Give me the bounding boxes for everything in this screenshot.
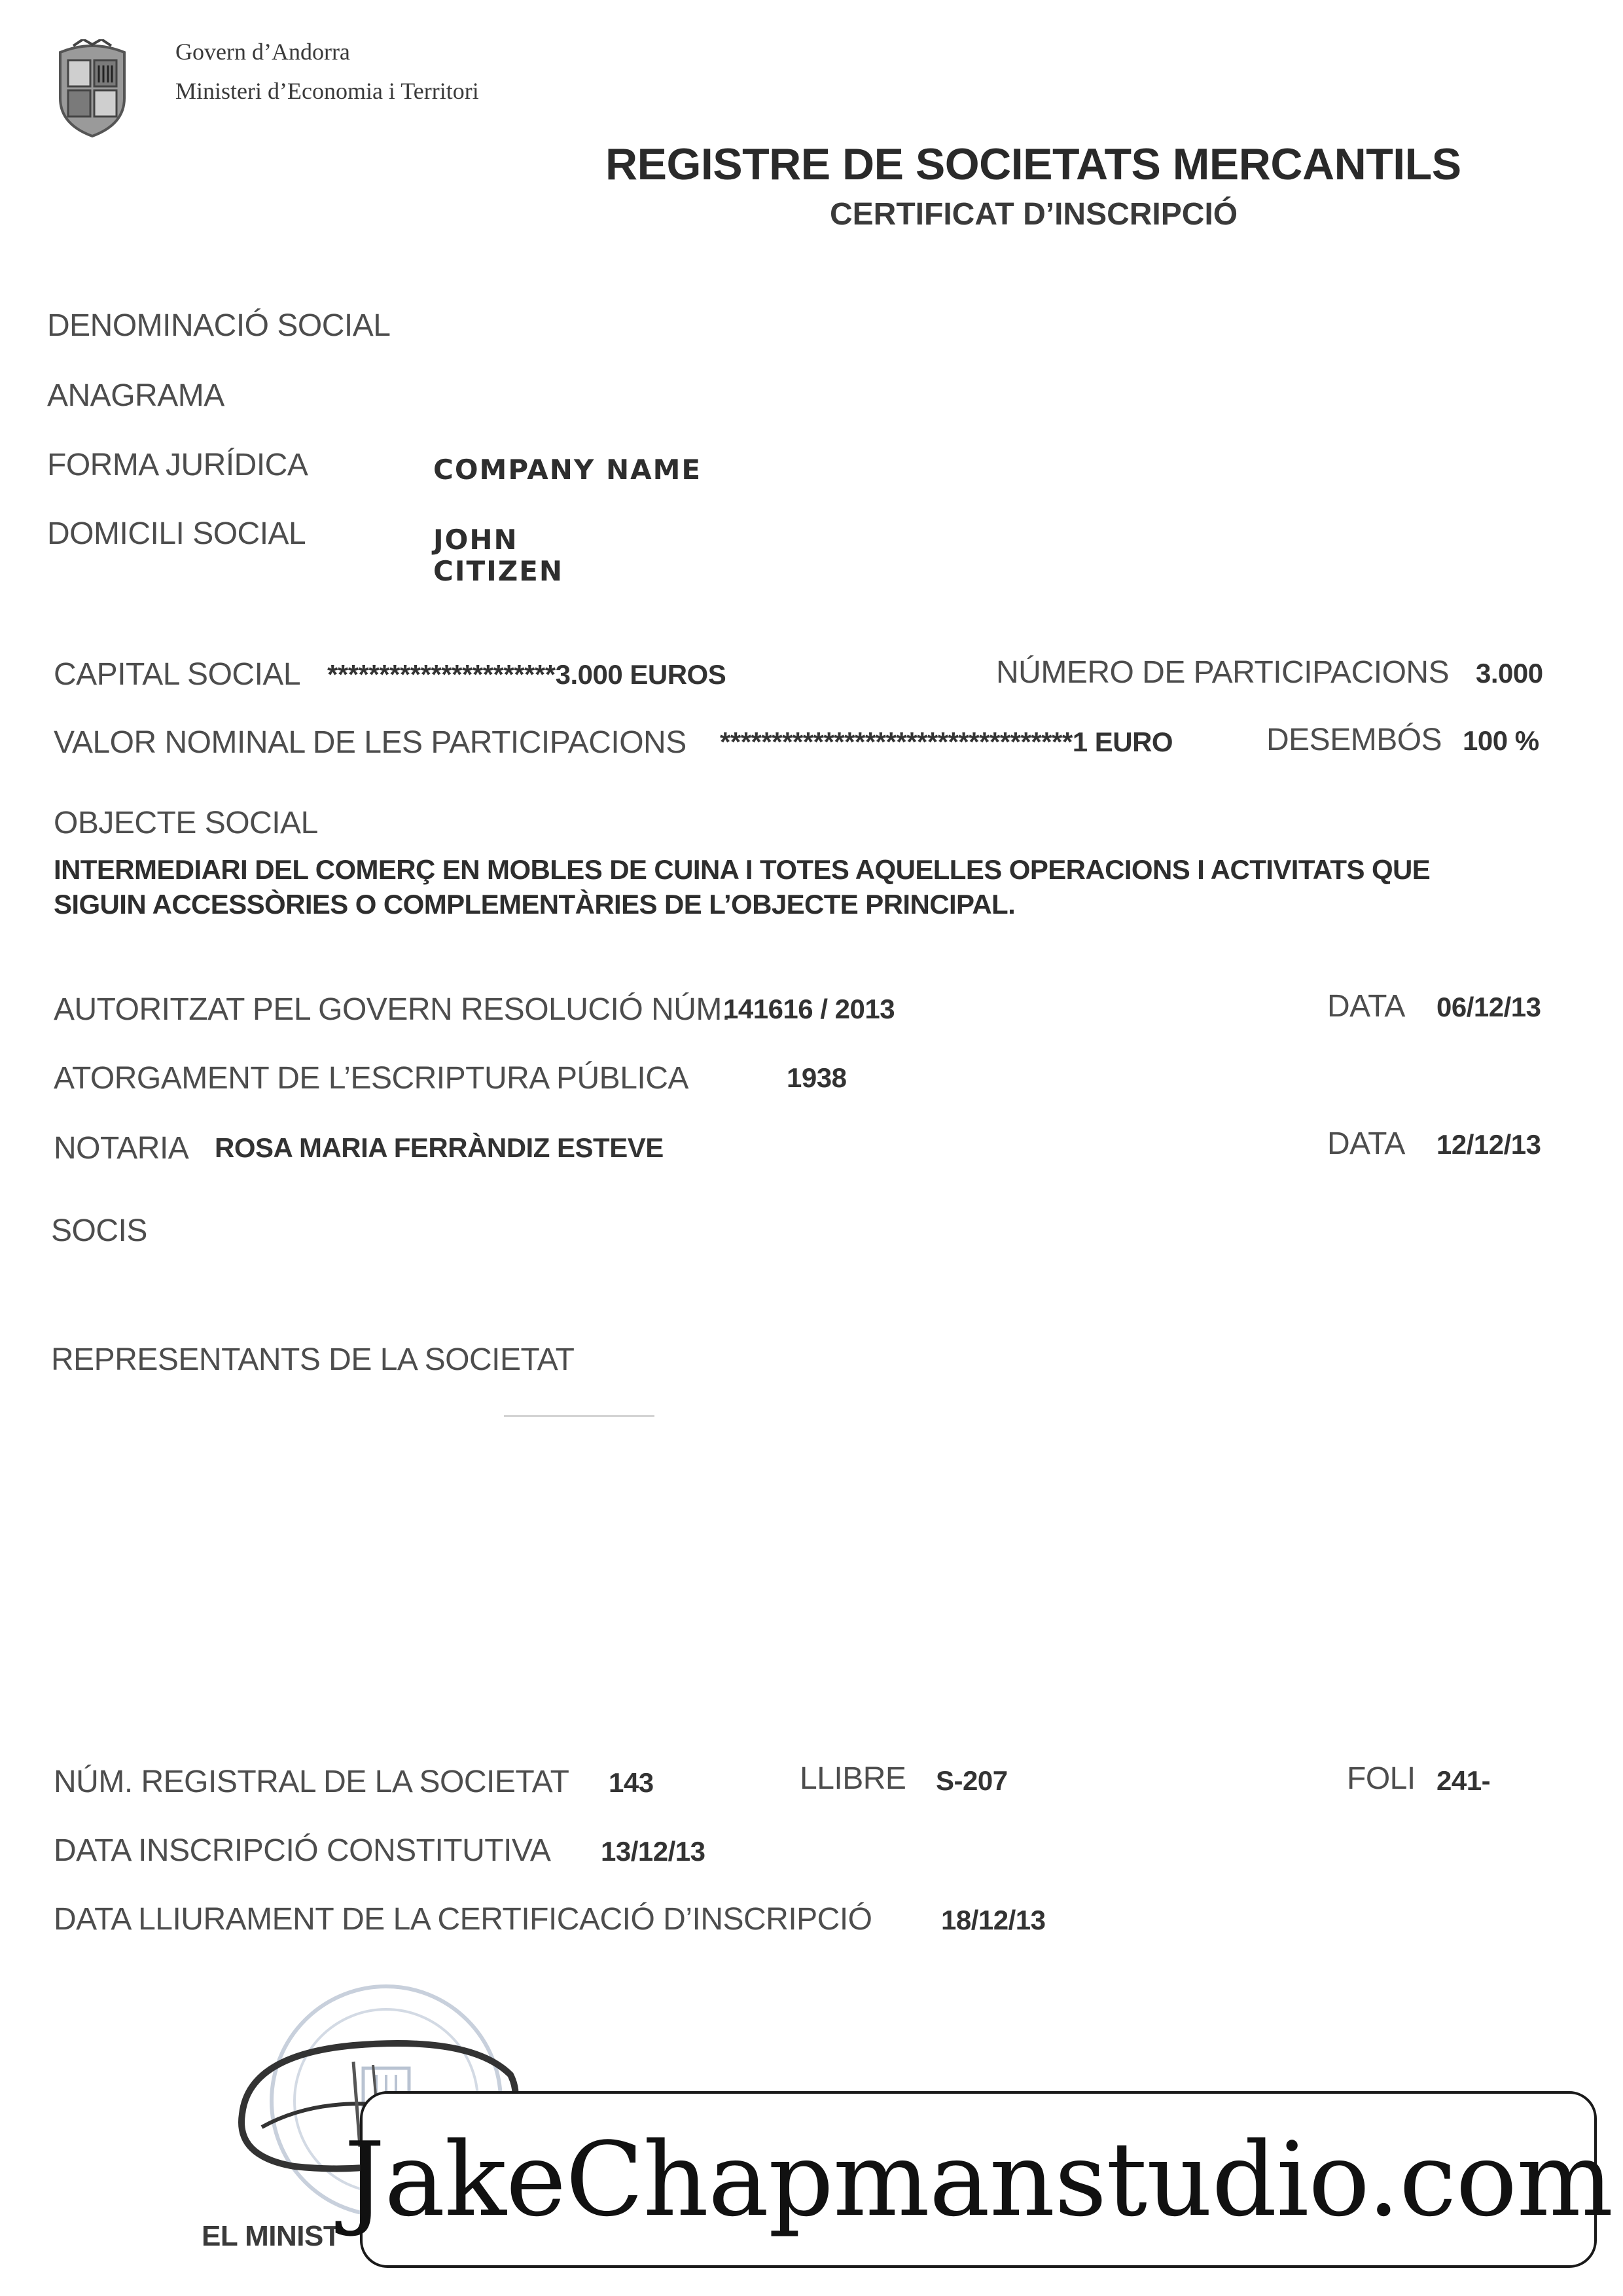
capital-label: CAPITAL SOCIAL bbox=[54, 657, 301, 692]
data-lliurament-value: 18/12/13 bbox=[941, 1905, 1046, 1935]
signatory-title: EL MINIST bbox=[202, 2220, 341, 2252]
desembos-label: DESEMBÓS bbox=[1266, 723, 1442, 757]
socis-label: SOCIS bbox=[51, 1213, 147, 1248]
data-resolucio-label: DATA bbox=[1327, 989, 1405, 1024]
num-registral-value: 143 bbox=[609, 1767, 654, 1798]
data-inscripcio-label: DATA INSCRIPCIÓ CONSTITUTIVA bbox=[54, 1833, 551, 1868]
andorra-coat-of-arms-icon bbox=[54, 39, 131, 137]
atorgament-value: 1938 bbox=[787, 1062, 847, 1093]
foli-label: FOLI bbox=[1347, 1761, 1416, 1796]
document-title: REGISTRE DE SOCIETATS MERCANTILS bbox=[605, 139, 1461, 189]
llibre-label: LLIBRE bbox=[800, 1761, 906, 1796]
notaria-value: ROSA MARIA FERRÀNDIZ ESTEVE bbox=[215, 1132, 664, 1163]
ministry-name: Ministeri d’Economia i Territori bbox=[175, 78, 479, 104]
llibre-value: S-207 bbox=[936, 1765, 1008, 1796]
foli-value: 241- bbox=[1436, 1765, 1491, 1796]
valor-nominal-value: **********************************1 EURO bbox=[720, 726, 1173, 757]
desembos-value: 100 % bbox=[1463, 725, 1539, 756]
data-inscripcio-value: 13/12/13 bbox=[601, 1836, 705, 1867]
data-lliurament-label: DATA LLIURAMENT DE LA CERTIFICACIÓ D’INSCRIPCIÓ bbox=[54, 1902, 872, 1937]
data-escriptura-value: 12/12/13 bbox=[1436, 1129, 1541, 1160]
representants-label: REPRESENTANTS DE LA SOCIETAT bbox=[51, 1342, 575, 1377]
num-registral-label: NÚM. REGISTRAL DE LA SOCIETAT bbox=[54, 1765, 569, 1799]
num-participacions-value: 3.000 bbox=[1476, 658, 1543, 689]
domicili-value-line1: JOHN bbox=[433, 524, 518, 556]
scan-residue-line bbox=[504, 1415, 654, 1417]
atorgament-label: ATORGAMENT DE L’ESCRIPTURA PÚBLICA bbox=[54, 1061, 688, 1096]
watermark-text: JakeChapmanstudio.com bbox=[344, 2120, 1613, 2239]
valor-nominal-label: VALOR NOMINAL DE LES PARTICIPACIONS bbox=[54, 725, 687, 760]
denominacio-label: DENOMINACIÓ SOCIAL bbox=[47, 308, 391, 343]
domicili-label: DOMICILI SOCIAL bbox=[47, 516, 306, 551]
document-subtitle: CERTIFICAT D’INSCRIPCIÓ bbox=[830, 197, 1238, 232]
forma-juridica-value: COMPANY NAME bbox=[433, 454, 702, 486]
anagrama-label: ANAGRAMA bbox=[47, 378, 224, 413]
data-resolucio-value: 06/12/13 bbox=[1436, 992, 1541, 1022]
autoritzat-value: 141616 / 2013 bbox=[723, 994, 895, 1024]
autoritzat-label: AUTORITZAT PEL GOVERN RESOLUCIÓ NÚM. bbox=[54, 992, 730, 1027]
data-escriptura-label: DATA bbox=[1327, 1126, 1405, 1161]
objecte-social-line2: SIGUIN ACCESSÒRIES O COMPLEMENTÀRIES DE L’OBJECTE PRINCIPAL. bbox=[54, 889, 1016, 920]
objecte-social-line1: INTERMEDIARI DEL COMERÇ EN MOBLES DE CUINA I TOTES AQUELLES OPERACIONS I ACTIVITATS QUE bbox=[54, 854, 1431, 885]
objecte-social-label: OBJECTE SOCIAL bbox=[54, 806, 318, 840]
government-name: Govern d’Andorra bbox=[175, 39, 350, 65]
num-participacions-label: NÚMERO DE PARTICIPACIONS bbox=[996, 655, 1450, 690]
watermark-banner bbox=[344, 2091, 1613, 2268]
capital-value: **********************3.000 EUROS bbox=[327, 659, 726, 690]
forma-juridica-label: FORMA JURÍDICA bbox=[47, 448, 308, 482]
notaria-label: NOTARIA bbox=[54, 1131, 189, 1166]
domicili-value-line2: CITIZEN bbox=[433, 555, 564, 587]
